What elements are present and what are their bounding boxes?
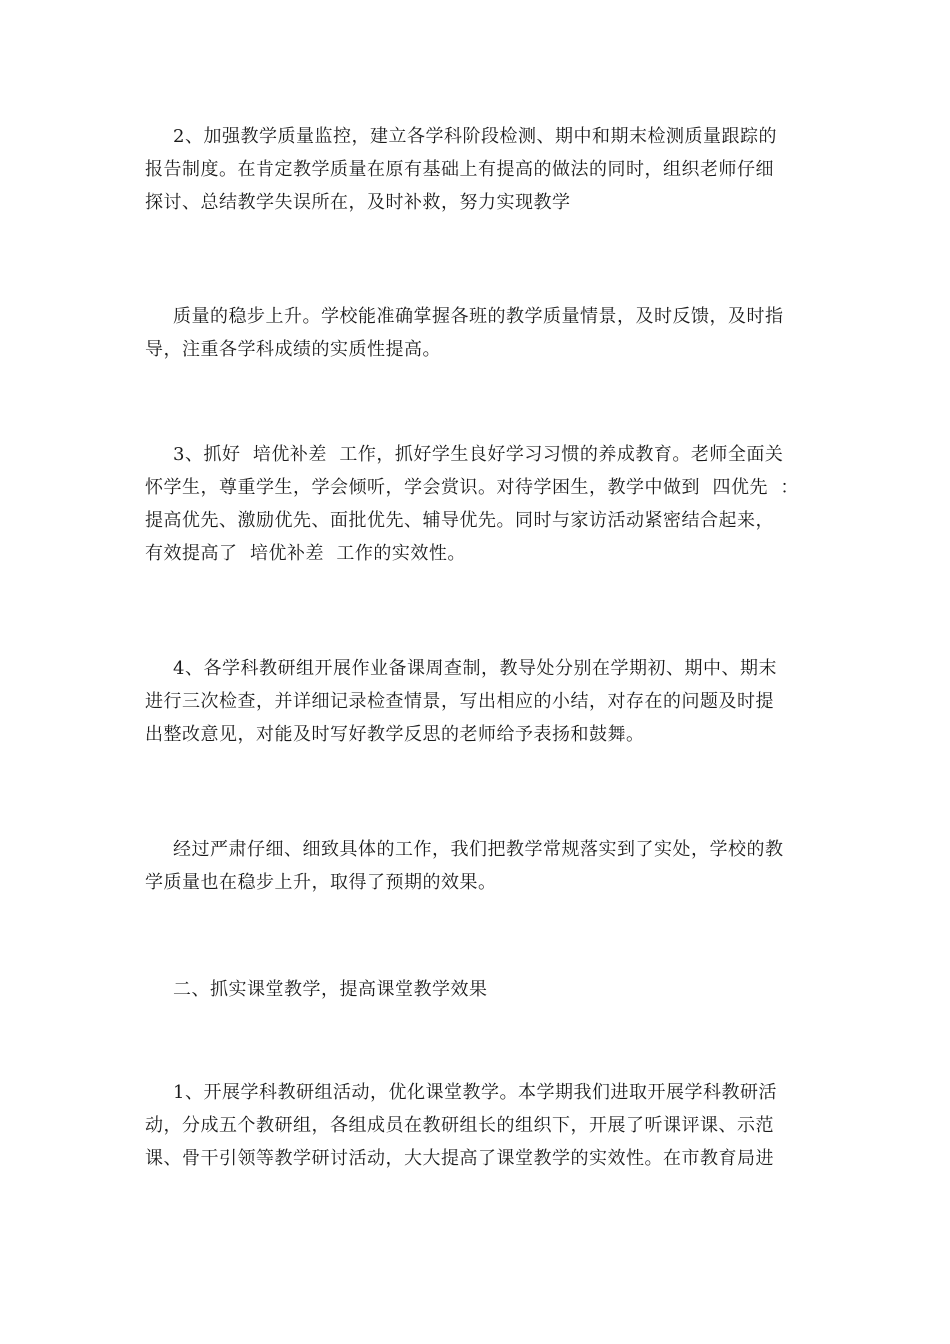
heading-text: 二、抓实课堂教学，提高课堂教学效果: [173, 979, 488, 1000]
paragraph-summary: [145, 833, 815, 899]
text-line: 提高优先、激励优先、面批优先、辅导优先。同时与家访活动紧密结合起来，: [145, 510, 774, 531]
text-line: 动，分成五个教研组，各组成员在教研组长的组织下，开展了听课评课、示范: [145, 1115, 774, 1136]
paragraph-quality-improvement: [145, 300, 815, 366]
text-line: 报告制度。在肯定教学质量在原有基础上有提高的做法的同时，组织老师仔细: [145, 159, 774, 180]
text-line: 导，注重各学科成绩的实质性提高。: [145, 339, 441, 360]
section-heading-classroom-teaching: [145, 973, 815, 1006]
text-line: 进行三次检查，并详细记录检查情景，写出相应的小结，对存在的问题及时提: [145, 691, 774, 712]
text-line: 1、开展学科教研组活动，优化课堂教学。本学期我们进取开展学科教研活: [173, 1082, 777, 1103]
text-line: 有效提高了 培优补差 工作的实效性。: [145, 543, 466, 564]
text-line: 探讨、总结教学失误所在，及时补救，努力实现教学: [145, 192, 571, 213]
text-line: 质量的稳步上升。学校能准确掌握各班的教学质量情景，及时反馈，及时指: [173, 306, 784, 327]
text-line: 2、加强教学质量监控，建立各学科阶段检测、期中和期末检测质量跟踪的: [173, 126, 777, 147]
text-line: 出整改意见，对能及时写好教学反思的老师给予表扬和鼓舞。: [145, 724, 645, 745]
text-line: 课、骨干引领等教学研讨活动，大大提高了课堂教学的实效性。在市教育局进: [145, 1148, 774, 1169]
text-line: 学质量也在稳步上升，取得了预期的效果。: [145, 872, 497, 893]
text-line: 3、抓好 培优补差 工作，抓好学生良好学习习惯的养成教育。老师全面关: [173, 444, 784, 465]
paragraph-homework-check: [145, 652, 815, 751]
paragraph-quality-monitoring: [145, 120, 815, 219]
text-line: 怀学生，尊重学生，学会倾听，学会赏识。对待学困生，教学中做到 四优先 ：: [145, 477, 799, 498]
paragraph-tutoring: [145, 438, 815, 570]
text-line: 4、各学科教研组开展作业备课周查制，教导处分别在学期初、期中、期末: [173, 658, 777, 679]
paragraph-research-groups: [145, 1076, 815, 1175]
text-line: 经过严肃仔细、细致具体的工作，我们把教学常规落实到了实处，学校的教: [173, 839, 784, 860]
